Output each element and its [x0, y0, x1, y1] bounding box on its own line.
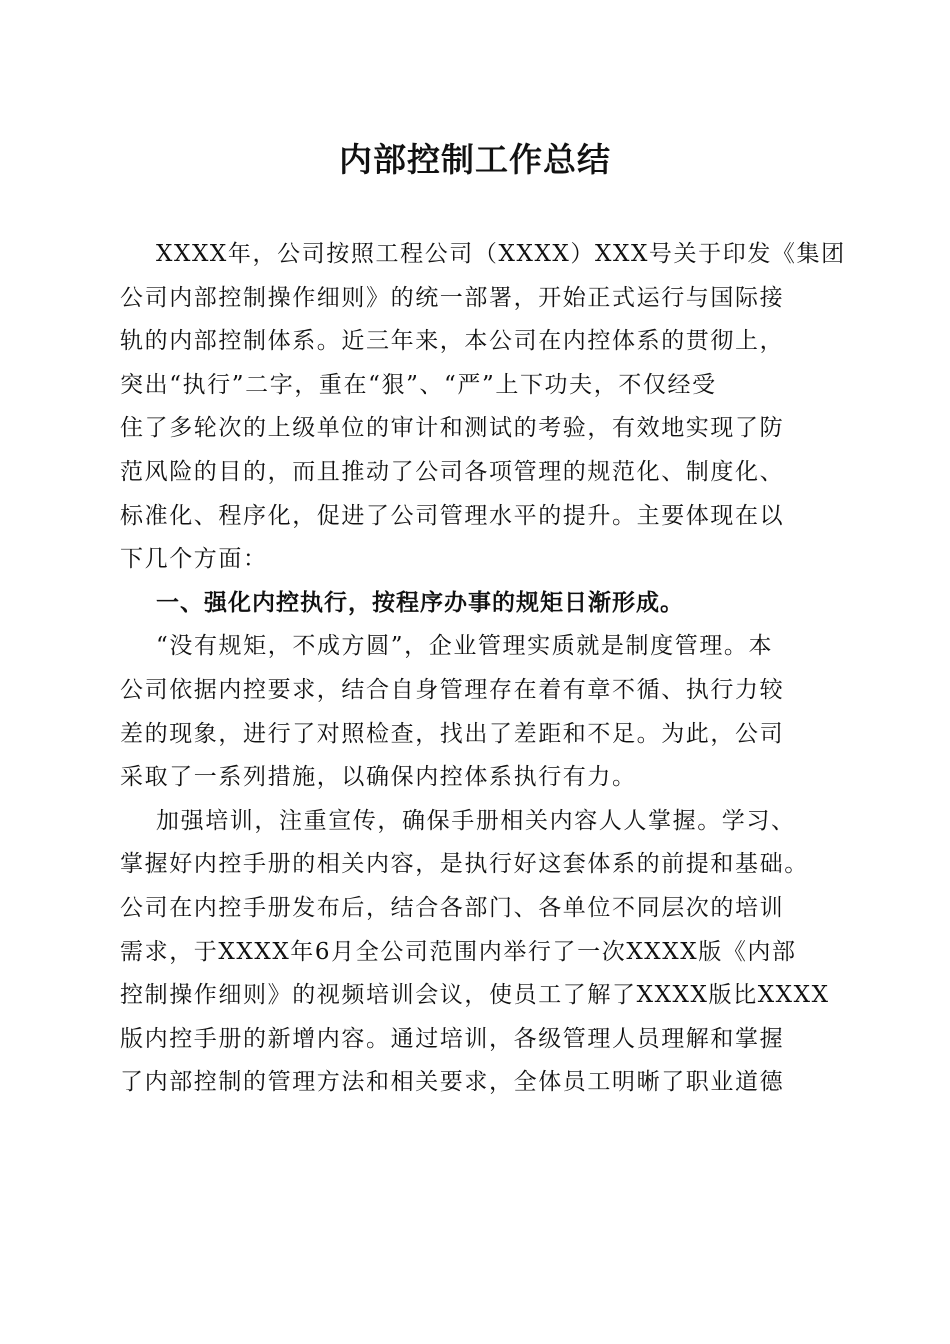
paragraph-1-line-4: 突出“执行”二字，重在“狠”、“严”上下功夫，不仅经受 — [120, 371, 717, 398]
paragraph-2-line-1: “没有规矩，不成方圆”，企业管理实质就是制度管理。本 — [156, 633, 774, 660]
paragraph-3-line-5: 控制操作细则》的视频培训会议，使员工了解了XXXX版比XXXX — [120, 982, 830, 1009]
paragraph-1-line-8: 下几个方面： — [120, 546, 268, 573]
paragraph-3-line-7: 了内部控制的管理方法和相关要求，全体员工明晰了职业道德 — [120, 1069, 785, 1096]
document-title: 内部控制工作总结 — [339, 140, 611, 179]
paragraph-1-line-7: 标准化、程序化，促进了公司管理水平的提升。主要体现在以 — [120, 502, 785, 529]
section-heading-1: 一、强化内控执行，按程序办事的规矩日渐形成。 — [156, 589, 684, 616]
paragraph-3-line-1: 加强培训，注重宣传，确保手册相关内容人人掌握。学习、 — [156, 807, 796, 834]
paragraph-1-line-1: XXXX年，公司按照工程公司（XXXX）XXX号关于印发《集团 — [156, 241, 846, 267]
paragraph-3-line-6: 版内控手册的新增内容。通过培训，各级管理人员理解和掌握 — [120, 1025, 785, 1052]
paragraph-2-line-2: 公司依据内控要求，结合自身管理存在着有章不循、执行力较 — [120, 676, 785, 703]
paragraph-3-line-3: 公司在内控手册发布后，结合各部门、各单位不同层次的培训 — [120, 894, 785, 921]
paragraph-1-line-5: 住了多轮次的上级单位的审计和测试的考验，有效地实现了防 — [120, 415, 785, 442]
paragraph-1-line-2: 公司内部控制操作细则》的统一部署，开始正式运行与国际接 — [120, 284, 785, 311]
document-body — [120, 233, 846, 1105]
paragraph-2-line-3: 差的现象，进行了对照检查，找出了差距和不足。为此，公司 — [120, 720, 785, 747]
paragraph-1-line-3: 轨的内部控制体系。近三年来，本公司在内控体系的贯彻上， — [120, 328, 785, 355]
paragraph-2-line-4: 采取了一系列措施，以确保内控体系执行有力。 — [120, 764, 637, 791]
paragraph-3-line-4: 需求，于XXXX年6月全公司范围内举行了一次XXXX版《内部 — [120, 938, 797, 965]
paragraph-3-line-2: 掌握好内控手册的相关内容，是执行好这套体系的前提和基础。 — [120, 851, 809, 878]
paragraph-1-line-6: 范风险的目的，而且推动了公司各项管理的规范化、制度化、 — [120, 458, 785, 485]
